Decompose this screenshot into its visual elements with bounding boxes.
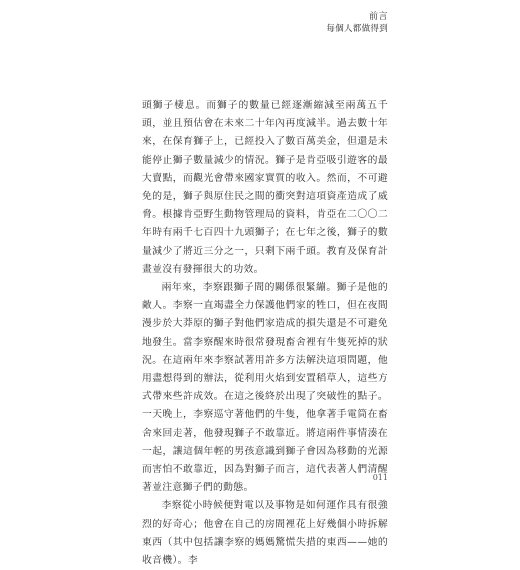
chapter-title: 前言 [368, 12, 388, 22]
book-subtitle: 每個人都做得到 [326, 23, 388, 34]
paragraph-3: 李察從小時候便對電以及事物是如何運作具有很強烈的好奇心；他會在自己的房間裡花上好幾個小時拆解東西（其中包括讓李察的媽媽驚慌失措的東西——她的收音機）。李 [142, 500, 388, 567]
paragraph-1: 頭獅子棲息。而獅子的數量已經逐漸縮減至兩萬五千頭，並且預估會在未來二十年內再度減半。過去數十年來，在保育獅子上，已經投入了數百萬美金，但還是未能停止獅子數量減少的情況。獅子是肯亞吸引遊客的最大賣點，而觀光會帶來國家實質的收入。然而，不可避免的是，獅子與原住民之間的衝突對這項資產造成了威脅。根據肯亞野生動物管理局的資料，肯亞在二〇〇二年時有兩千七百四十九頭獅子；在七年之後，獅子的數量減少了將近三分之一，只剩下兩千頭。教育及保育計畫並沒有發揮很大的功效。 [142, 100, 388, 275]
body-text [142, 97, 388, 570]
page-number: 011 [372, 473, 388, 482]
running-header [326, 12, 388, 35]
paragraph-2: 兩年來，李察跟獅子間的關係很緊繃。獅子是他的敵人。李察一直竭盡全力保護他們家的牲口，但在夜間漫步於大莽原的獅子對他們家造成的損失還是不可避免地發生。當李察醒來時很常發現畜舍裡有牛隻死掉的狀況。在這兩年來李察試著用許多方法解決這項問題，他用盡想得到的辦法，從利用火焰到安置稻草人，這些方式帶來些許成效。在這之後終於出現了突破性的點子。一天晚上，李察巡守著他們的牛隻，他拿著手電筒在畜舍來回走著，他發現獅子不敢靠近。將這兩件事情湊在一起，讓這個年輕的男孩意識到獅子會因為移動的光源而害怕不敢靠近，因為對獅子而言，這代表著人們清醒著並注意獅子們的動態。 [142, 282, 388, 494]
